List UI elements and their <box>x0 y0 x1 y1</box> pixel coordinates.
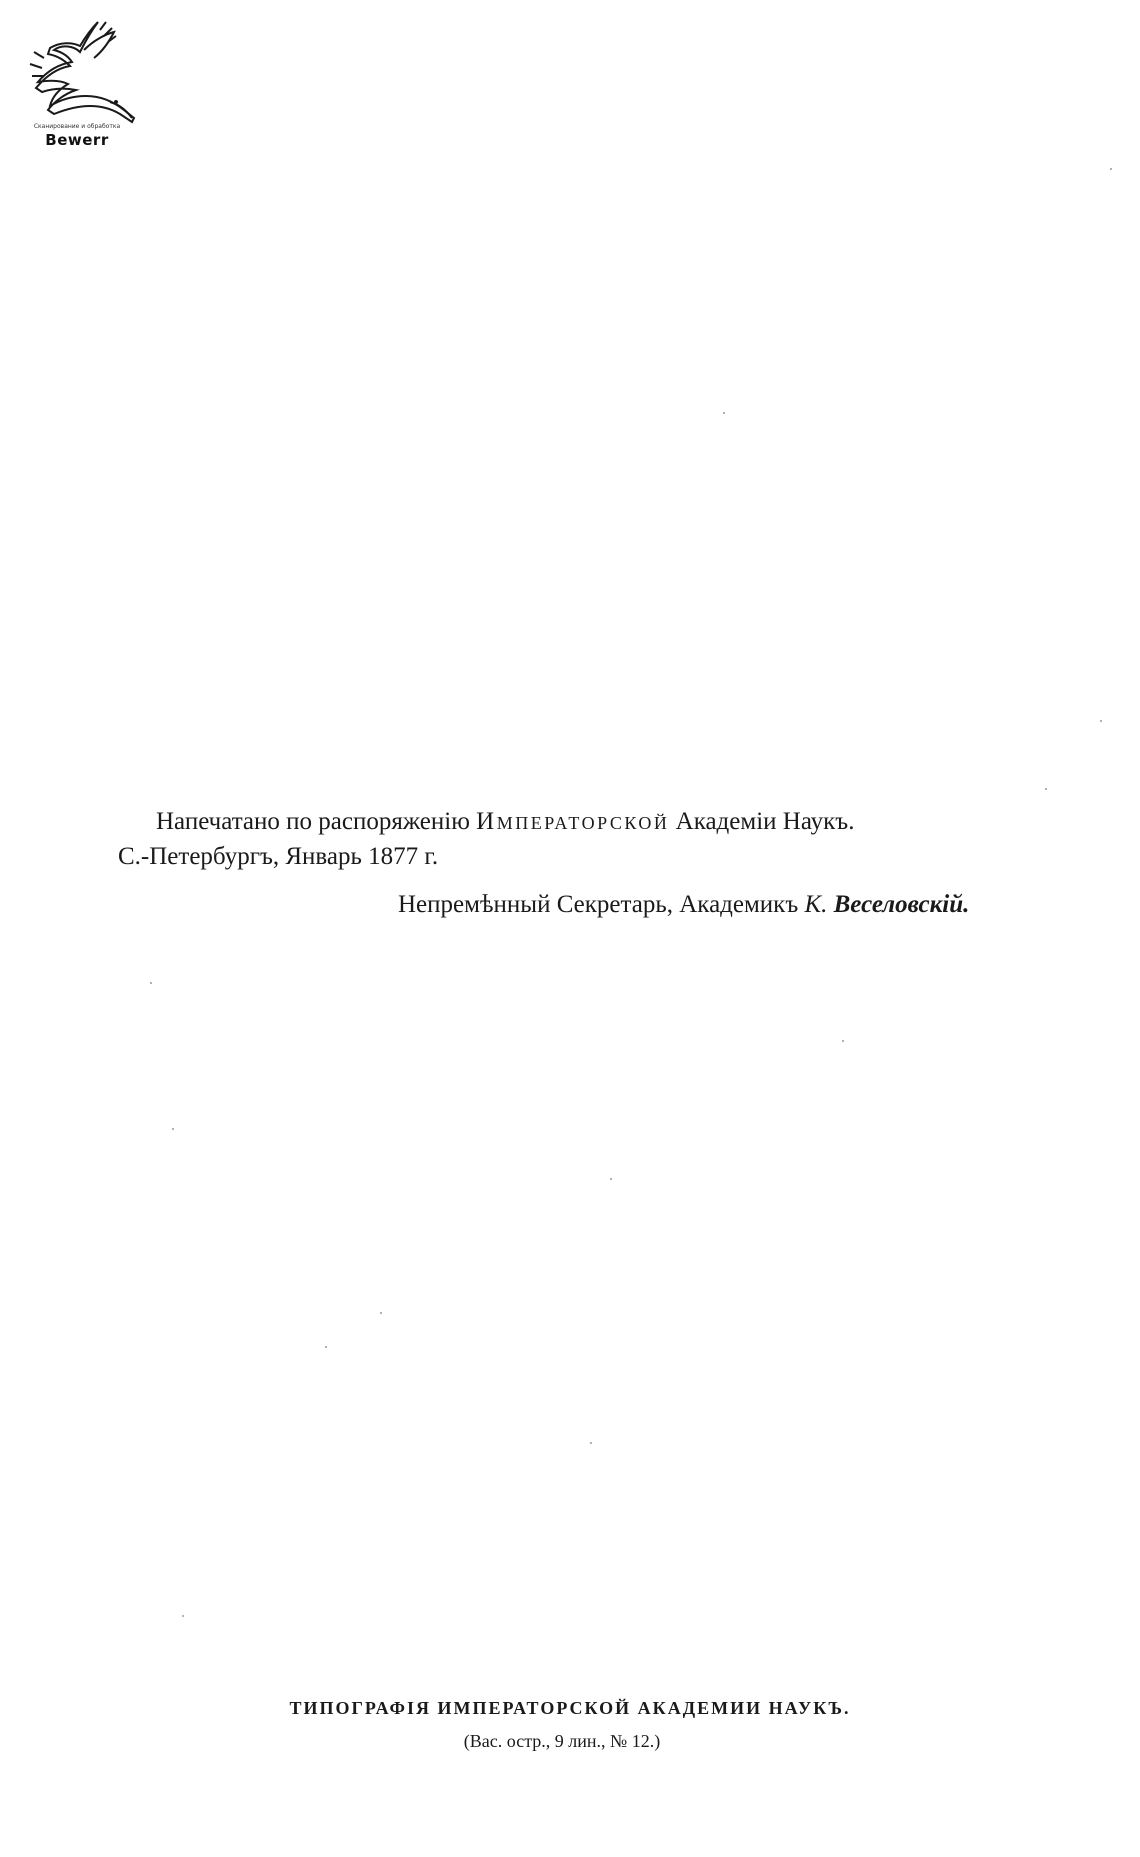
scan-speck <box>723 412 725 414</box>
scan-speck <box>150 982 152 984</box>
signatory-initial: К. <box>804 891 828 918</box>
signatory-surname: Веселовскій. <box>827 891 970 918</box>
imperial-word: Императорской <box>476 808 670 835</box>
ibis-bird-icon <box>14 10 144 130</box>
scan-speck <box>842 1040 844 1042</box>
authorization-prefix: Напечатано по распоряженію <box>156 808 477 835</box>
scan-speck <box>325 1346 327 1348</box>
signatory-title: Непремѣнный Секретарь, Академикъ <box>398 891 805 918</box>
imprint-line-signatory <box>398 892 969 917</box>
logo-name: Bewerr <box>45 131 109 149</box>
scan-speck <box>590 1442 592 1444</box>
logo-caption: Сканирование и обработка <box>33 123 121 130</box>
scan-speck <box>1100 720 1102 722</box>
printer-address: (Вас. остр., 9 лин., № 12.) <box>463 1731 661 1751</box>
scan-speck <box>610 1178 612 1180</box>
scan-speck <box>1110 168 1112 170</box>
authorization-suffix: Академіи Наукъ. <box>669 808 855 835</box>
imprint-line-authorization <box>156 809 854 834</box>
scan-speck <box>172 1128 174 1130</box>
scanner-logo <box>14 10 144 149</box>
imprint-line-place-date: С.-Петербургъ, Январь 1877 г. <box>118 843 439 870</box>
scan-speck <box>380 1312 382 1314</box>
printer-name: ТИПОГРАФІЯ ИМПЕРАТОРСКОЙ АКАДЕМИИ НАУКЪ. <box>289 1698 851 1718</box>
scan-speck <box>1045 788 1047 790</box>
scan-speck <box>182 1615 184 1617</box>
